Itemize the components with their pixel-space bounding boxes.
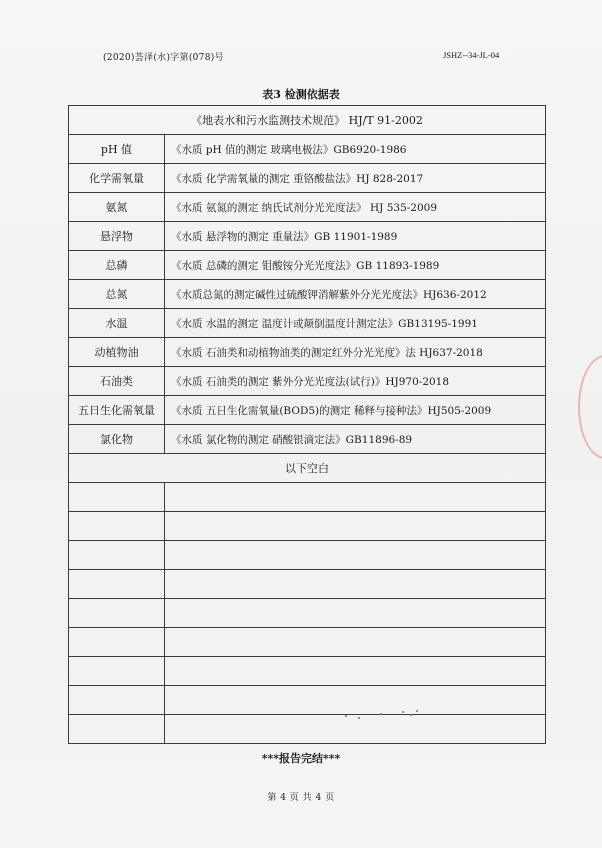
table-row <box>69 338 546 367</box>
blank-item-cell <box>69 541 165 570</box>
item-cell: 石油类 <box>69 367 165 396</box>
item-cell: 水温 <box>69 309 165 338</box>
blank-note-cell: 以下空白 <box>69 454 546 483</box>
blank-item-cell <box>69 570 165 599</box>
basis-table <box>68 105 546 744</box>
blank-item-cell <box>69 512 165 541</box>
blank-row <box>69 715 546 744</box>
blank-standard-cell <box>165 512 546 541</box>
table-row-blank-note <box>69 454 546 483</box>
blank-standard-cell <box>165 599 546 628</box>
blank-standard-cell <box>165 541 546 570</box>
standard-cell: 《水质 五日生化需氧量(BOD5)的测定 稀释与接种法》HJ505-2009 <box>165 396 546 425</box>
table-row <box>69 425 546 454</box>
blank-item-cell <box>69 715 165 744</box>
blank-row <box>69 657 546 686</box>
blank-row <box>69 541 546 570</box>
item-cell: pH 值 <box>69 135 165 164</box>
blank-standard-cell <box>165 657 546 686</box>
table-row <box>69 164 546 193</box>
standard-cell: 《水质 pH 值的测定 玻璃电极法》GB6920-1986 <box>165 135 546 164</box>
blank-row <box>69 483 546 512</box>
item-cell: 总磷 <box>69 251 165 280</box>
document-number: (2020)荟泽(水)字第(078)号 <box>103 53 224 63</box>
blank-standard-cell <box>165 628 546 657</box>
report-end-mark: ***报告完结*** <box>261 752 341 765</box>
blank-row <box>69 686 546 715</box>
item-cell: 总氮 <box>69 280 165 309</box>
standard-cell: 《水质 化学需氧量的测定 重铬酸盐法》HJ 828-2017 <box>165 164 546 193</box>
standard-cell: 《水质 氯化物的测定 硝酸银滴定法》GB11896-89 <box>165 425 546 454</box>
standard-cell: 《水质 石油类的测定 紫外分光光度法(试行)》HJ970-2018 <box>165 367 546 396</box>
table-row <box>69 135 546 164</box>
blank-item-cell <box>69 599 165 628</box>
blank-row <box>69 512 546 541</box>
blank-item-cell <box>69 628 165 657</box>
blank-row <box>69 599 546 628</box>
standard-cell: 《水质 总磷的测定 钼酸铵分光光度法》GB 11893-1989 <box>165 251 546 280</box>
blank-item-cell <box>69 483 165 512</box>
item-cell: 氨氮 <box>69 193 165 222</box>
blank-row <box>69 570 546 599</box>
blank-standard-cell <box>165 483 546 512</box>
standard-cell: 《水质 石油类和动植物油类的测定红外分光光度》法 HJ637-2018 <box>165 338 546 367</box>
standard-cell: 《水质 水温的测定 温度计或颠倒温度计测定法》GB13195-1991 <box>165 309 546 338</box>
standard-cell: 《水质 氨氮的测定 纳氏试剂分光光度法》 HJ 535-2009 <box>165 193 546 222</box>
item-cell: 化学需氧量 <box>69 164 165 193</box>
standard-cell: 《水质总氮的测定碱性过硫酸钾消解紫外分光光度法》HJ636-2012 <box>165 280 546 309</box>
blank-row <box>69 628 546 657</box>
general-standard-cell: 《地表水和污水监测技术规范》 HJ/T 91-2002 <box>69 106 546 135</box>
item-cell: 五日生化需氧量 <box>69 396 165 425</box>
table-row <box>69 251 546 280</box>
item-cell: 动植物油 <box>69 338 165 367</box>
form-code: JSHZ--34-JL-04 <box>443 50 500 60</box>
table-title: 表3 检测依据表 <box>262 88 340 101</box>
item-cell: 氯化物 <box>69 425 165 454</box>
standard-cell: 《水质 悬浮物的测定 重量法》GB 11901-1989 <box>165 222 546 251</box>
item-cell: 悬浮物 <box>69 222 165 251</box>
table-row <box>69 396 546 425</box>
table-row <box>69 222 546 251</box>
blank-item-cell <box>69 657 165 686</box>
table-row <box>69 309 546 338</box>
table-row <box>69 280 546 309</box>
scan-specks <box>340 705 430 725</box>
table-row <box>69 193 546 222</box>
page-number: 第 4 页 共 4 页 <box>267 793 335 803</box>
seal-stamp <box>578 355 602 459</box>
blank-item-cell <box>69 686 165 715</box>
blank-standard-cell <box>165 570 546 599</box>
table-row-general <box>69 106 546 135</box>
table-row <box>69 367 546 396</box>
